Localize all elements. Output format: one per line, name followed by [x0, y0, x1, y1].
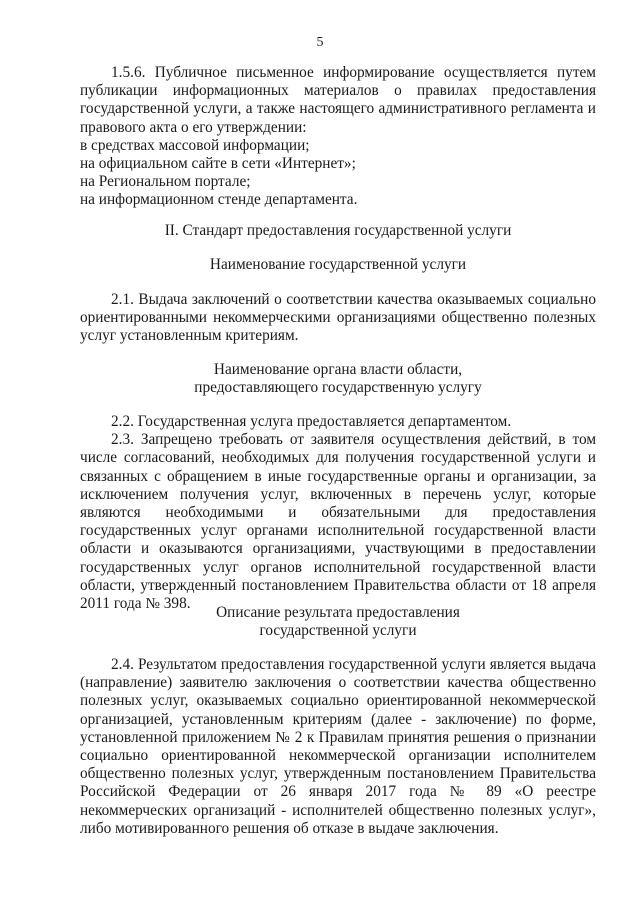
paragraphs-2-2-2-3: [80, 413, 596, 613]
subheading-line: предоставляющего государственную услугу: [194, 379, 482, 397]
page-number: 5: [316, 35, 324, 50]
paragraph-2-4: 2.4. Результатом предоставления государственной услуги является выдача (направление) заявителю заключения о соответствии качества общественно полезных услуг, оказываемых социально ориентированной некоммерческой организацией, установленным критериям (далее - заключение) по форме, установленной приложением № 2 к Правилам принятия решения о признании социально ориентированной некоммерческой организации исполнителем общественно полезных услуг, утвержденным постановлением Правительства Российской Федерации от 26 января 2017 года № 89 «О реестре некоммерческих организаций - исполнителей общественно полезных услуг», либо мотивированного решения об отказе в выдаче заключения.: [80, 656, 596, 837]
subheading-line: Описание результата предоставления: [216, 604, 460, 621]
subheading-authority: [80, 361, 596, 397]
list-item: на официальном сайте в сети «Интернет»;: [80, 155, 356, 173]
subheading-line: Наименование органа власти области,: [213, 361, 463, 378]
paragraph-2-1: 2.1. Выдача заключений о соответствии качества оказываемых социально ориентированными некоммерческими организациями общественно полезных услуг установленным критериям.: [80, 291, 596, 345]
section-1-5-6: [80, 64, 596, 210]
subheading-result: [80, 604, 596, 640]
paragraph-2-3: 2.3. Запрещено требовать от заявителя осуществления действий, в том числе согласований, необходимых для получения государственной услуги и связанных с обращением в иные государственные органы и организации, за исключением получения услуг, включенных в перечень услуг, которые являются необходимыми и обязательными для предоставления государственных услуг органами исполнительной государственной власти области и оказываются организациями, участвующими в предоставлении государственных услуг органов исполнительной государственной власти области, утвержденный постановлением Правительства области от 18 апреля 2011 года № 398.: [80, 431, 596, 613]
subheading-service-name: Наименование государственной услуги: [209, 256, 467, 273]
list-item: в средствах массовой информации;: [80, 136, 310, 154]
list-item: на Региональном портале;: [80, 173, 251, 191]
paragraph-1-5-6: 1.5.6. Публичное письменное информирование осуществляется путем публикации информационных материалов о правилах предоставления государственной услуги, а также настоящего административного регламента и правового акта о его утверждении:: [80, 64, 596, 136]
list-item: на информационном стенде департамента.: [80, 191, 358, 209]
paragraph-2-2: 2.2. Государственная услуга предоставляется департаментом.: [111, 413, 512, 430]
subheading-line: государственной услуги: [259, 622, 417, 640]
section-2-title: II. Стандарт предоставления государственной услуги: [164, 222, 512, 239]
